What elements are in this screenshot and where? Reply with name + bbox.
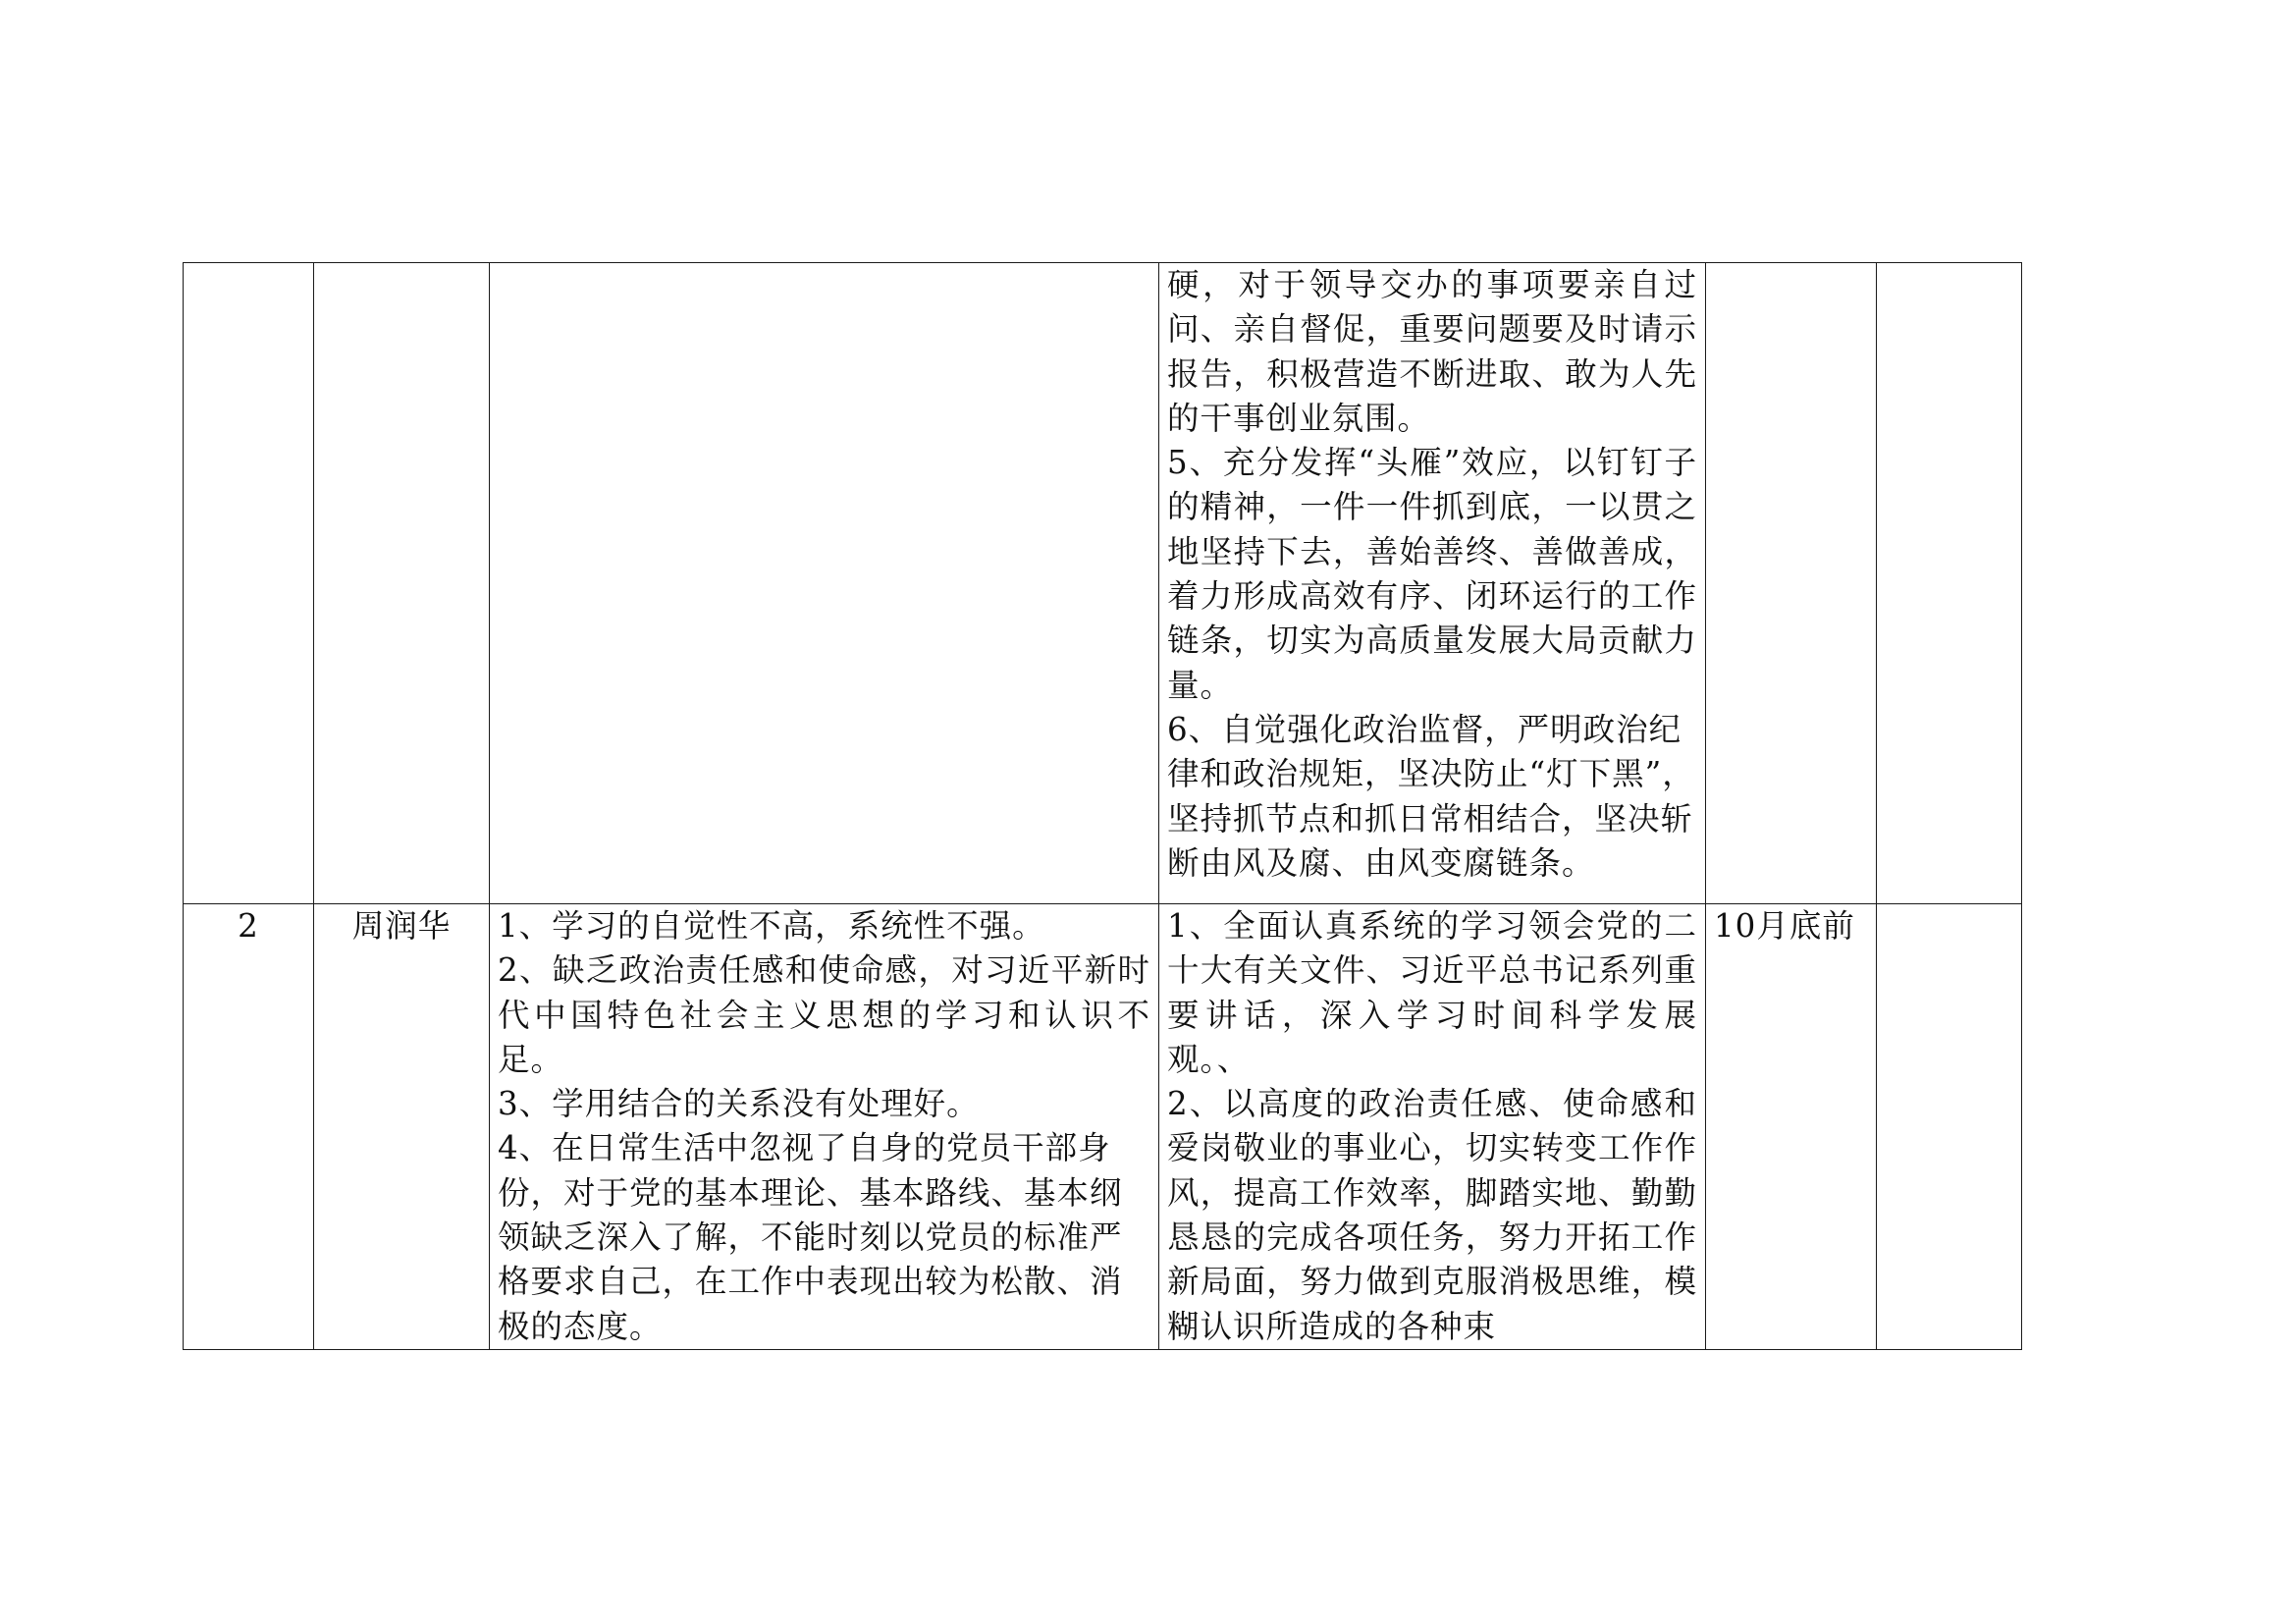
serial-number-cell (184, 263, 314, 904)
problem-paragraph: 4、在日常生活中忽视了自身的党员干部身份，对于党的基本理论、基本路线、基本纲领缺乏深入了解，不能时刻以党员的标准严格要求自己，在工作中表现出较为松散、消极的态度。 (498, 1129, 1123, 1345)
table-row (184, 263, 2022, 904)
name-cell: 周润华 (314, 904, 490, 1350)
measures-cell (1159, 904, 1706, 1350)
problem-paragraph: 3、学用结合的关系没有处理好。 (498, 1085, 980, 1123)
problems-cell (490, 263, 1159, 904)
name-cell (314, 263, 490, 904)
measures-cell (1159, 263, 1706, 904)
measure-paragraph: 2、以高度的政治责任感、使命感和爱岗敬业的事业心，切实转变工作作风，提高工作效率，脚踏实地、勤勤恳恳的完成各项任务，努力开拓工作新局面，努力做到克服消极思维，模糊认识所造成的各种束 (1167, 1085, 1697, 1345)
note-cell (1877, 904, 2022, 1350)
rectification-table (183, 262, 2022, 1350)
problem-paragraph: 1、学习的自觉性不高，系统性不强。 (498, 907, 1045, 945)
serial-number-cell: 2 (184, 904, 314, 1350)
measure-paragraph: 6、自觉强化政治监督，严明政治纪律和政治规矩，坚决防止“灯下黑”，坚持抓节点和抓日常相结合，坚决斩断由风及腐、由风变腐链条。 (1167, 710, 1695, 882)
measure-paragraph: 1、全面认真系统的学习领会党的二十大有关文件、习近平总书记系列重要讲话，深入学习时间科学发展观。、 (1167, 907, 1697, 1078)
note-cell (1877, 263, 2022, 904)
measure-paragraph: 5、充分发挥“头雁”效应，以钉钉子的精神，一件一件抓到底，一以贯之地坚持下去，善始善终、善做善成，着力形成高效有序、闭环运行的工作链条，切实为高质量发展大局贡献力量。 (1167, 444, 1697, 704)
deadline-cell: 10月底前 (1706, 904, 1877, 1350)
problem-paragraph: 2、缺乏政治责任感和使命感，对习近平新时代中国特色社会主义思想的学习和认识不足。 (498, 951, 1150, 1078)
problems-cell (490, 904, 1159, 1350)
measure-paragraph: 硬，对于领导交办的事项要亲自过问、亲自督促，重要问题要及时请示报告，积极营造不断进取、敢为人先的干事创业氛围。 (1167, 266, 1697, 437)
table-row (184, 904, 2022, 1350)
deadline-cell (1706, 263, 1877, 904)
